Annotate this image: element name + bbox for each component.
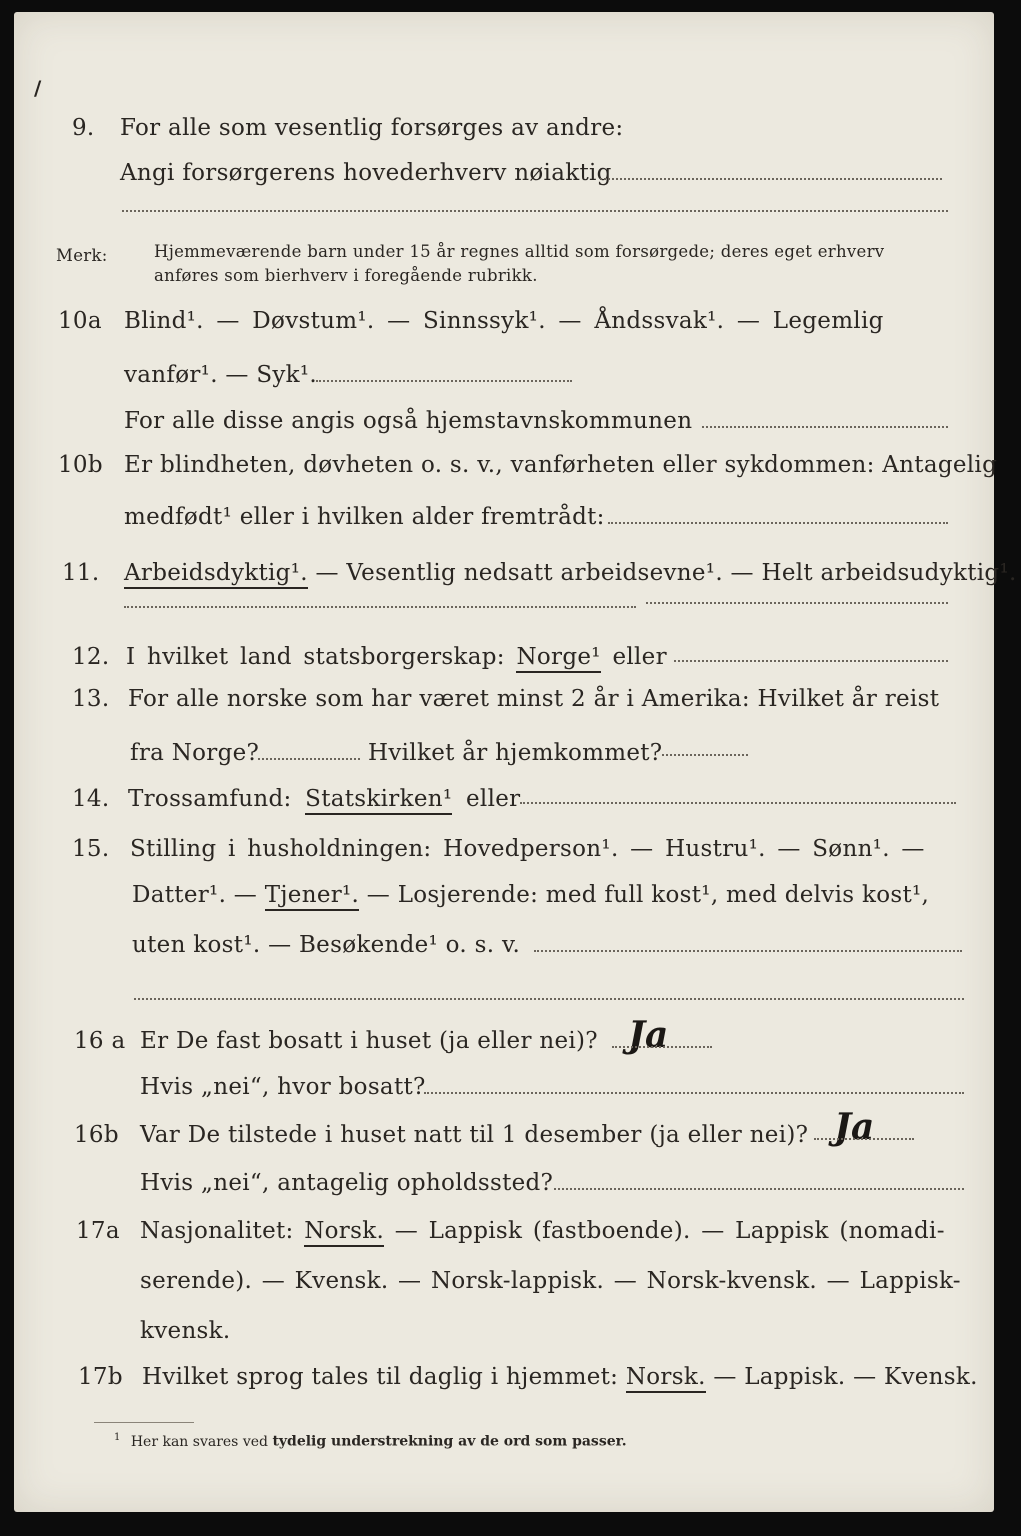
- answer-field-dotted[interactable]: [134, 998, 964, 1000]
- answer-field-dotted[interactable]: [646, 602, 948, 604]
- answer-field-dotted[interactable]: [814, 1138, 914, 1140]
- question-number: 14.: [72, 786, 110, 812]
- answer-field-dotted[interactable]: [124, 606, 636, 608]
- answer-field-dotted[interactable]: [662, 754, 748, 756]
- question-text: Stilling i husholdningen: Hovedperson¹. — Hustru¹. — Sønn¹. —: [130, 836, 925, 862]
- question-9: [14, 115, 994, 155]
- question-text: serende). — Kvensk. — Norsk-lappisk. — Norsk-kvensk. — Lappisk-: [140, 1268, 961, 1294]
- selected-option[interactable]: Norsk.: [626, 1364, 706, 1393]
- question-15-line-2: [14, 882, 994, 922]
- selected-option[interactable]: Tjener¹.: [265, 882, 359, 911]
- question-text: eller: [612, 644, 667, 670]
- question-text: Er blindheten, døvheten o. s. v., vanførheten eller sykdommen: Antagelig: [124, 452, 998, 478]
- question-text: Hvilket sprog tales til daglig i hjemmet:: [142, 1364, 619, 1390]
- question-number: 15.: [72, 836, 110, 862]
- question-text: fra Norge?: [130, 740, 260, 766]
- pencil-mark: /: [34, 76, 42, 100]
- question-text: Var De tilstede i huset natt til 1 desember (ja eller nei)?: [140, 1122, 809, 1148]
- question-text: Er De fast bosatt i huset (ja eller nei)?: [140, 1028, 598, 1054]
- question-text-line: [128, 786, 520, 812]
- question-text: Hvis „nei“, hvor bosatt?: [140, 1074, 426, 1100]
- footnote-divider: [94, 1422, 194, 1423]
- question-text: — Vesentlig nedsatt arbeidsevne¹. — Helt arbeidsudyktig¹.: [315, 560, 1017, 586]
- question-10a-line-3: [14, 408, 994, 448]
- question-17a: [14, 1218, 994, 1258]
- question-text-line: [140, 1218, 945, 1244]
- question-text: — Lappisk (fastboende). — Lappisk (nomadi-: [394, 1218, 945, 1244]
- answer-field-dotted[interactable]: [534, 950, 962, 952]
- selected-option[interactable]: Statskirken¹: [305, 786, 452, 815]
- footnote-text: Her kan svares ved: [130, 1433, 268, 1450]
- answer-field-dotted[interactable]: [600, 178, 942, 180]
- question-14: [14, 786, 994, 826]
- question-text: medfødt¹ eller i hvilken alder fremtrådt:: [124, 504, 605, 530]
- question-text: Nasjonalitet:: [140, 1218, 294, 1244]
- question-number: 17b: [78, 1364, 123, 1390]
- question-number: 17a: [76, 1218, 120, 1244]
- question-text: kvensk.: [140, 1318, 231, 1344]
- answer-field-dotted[interactable]: [554, 1188, 964, 1190]
- question-15-line-3: [14, 932, 994, 972]
- question-text-line: [142, 1364, 978, 1390]
- question-number: 11.: [62, 560, 100, 586]
- question-number: 16b: [74, 1122, 119, 1148]
- question-9-line-2: [14, 160, 994, 200]
- note-text: Hjemmeværende barn under 15 år regnes alltid som forsørgede; deres eget erhverv: [154, 242, 885, 261]
- selected-option[interactable]: Arbeidsdyktig¹.: [124, 560, 308, 589]
- question-text: Angi forsørgerens hovederhverv nøiaktig: [120, 160, 612, 186]
- question-10b-line-2: [14, 504, 994, 544]
- handwritten-answer: Ja: [628, 1014, 669, 1056]
- handwritten-answer: Ja: [834, 1106, 875, 1148]
- question-13: [14, 686, 994, 726]
- answer-field-dotted[interactable]: [424, 1092, 964, 1094]
- question-17a-line-2: [14, 1268, 994, 1308]
- question-number: 12.: [72, 644, 110, 670]
- question-12: [14, 644, 994, 684]
- question-text-line: [124, 560, 1017, 586]
- question-text: For alle disse angis også hjemstavnskommunen: [124, 408, 693, 434]
- question-15: [14, 836, 994, 876]
- answer-field-dotted[interactable]: [674, 660, 948, 662]
- answer-field-dotted[interactable]: [316, 380, 572, 382]
- question-10a-line-2: [14, 362, 994, 402]
- question-17a-line-3: [14, 1318, 994, 1358]
- question-text: Trossamfund:: [128, 786, 292, 812]
- question-text: Blind¹. — Døvstum¹. — Sinnssyk¹. — Åndssvak¹. — Legemlig: [124, 308, 884, 334]
- answer-field-dotted[interactable]: [122, 210, 948, 212]
- question-text: I hvilket land statsborgerskap:: [126, 644, 505, 670]
- question-text: For alle norske som har været minst 2 år i Amerika: Hvilket år reist: [128, 686, 940, 712]
- answer-field-dotted[interactable]: [258, 758, 360, 760]
- question-text: Hvis „nei“, antagelig opholdssted?: [140, 1170, 554, 1196]
- answer-field-dotted[interactable]: [520, 802, 956, 804]
- question-text: — Losjerende: med full kost¹, med delvis kost¹,: [366, 882, 930, 908]
- note-label: Merk:: [56, 246, 108, 265]
- question-number: 16 a: [74, 1028, 126, 1054]
- question-13-line-2: [14, 740, 994, 780]
- note-text: anføres som bierhverv i foregående rubrikk.: [154, 266, 538, 285]
- question-text-line: [132, 882, 929, 908]
- question-17b: [14, 1364, 994, 1404]
- question-16a: [14, 1028, 994, 1068]
- question-16b-line-2: [14, 1170, 994, 1210]
- question-text: uten kost¹. — Besøkende¹ o. s. v.: [132, 932, 521, 958]
- question-number: 10b: [58, 452, 103, 478]
- footnote-text-bold: tydelig understrekning av de ord som passer.: [272, 1433, 627, 1450]
- answer-field-dotted[interactable]: [702, 426, 948, 428]
- selected-option[interactable]: Norge¹: [516, 644, 600, 673]
- question-number: 13.: [72, 686, 110, 712]
- selected-option[interactable]: Norsk.: [304, 1218, 384, 1247]
- question-10b: [14, 452, 998, 492]
- answer-field-dotted[interactable]: [608, 522, 948, 524]
- footnote-marker: 1: [114, 1432, 121, 1443]
- question-text: Hvilket år hjemkommet?: [368, 740, 663, 766]
- note-merk-line-2: [14, 266, 994, 306]
- question-text: Datter¹. —: [132, 882, 258, 908]
- question-11: [14, 560, 1017, 600]
- footnote: [114, 1432, 627, 1450]
- question-text: For alle som vesentlig forsørges av andre:: [120, 115, 624, 141]
- question-number: 10a: [58, 308, 102, 334]
- question-number: 9.: [72, 115, 95, 141]
- question-text-line: [126, 644, 667, 670]
- question-text: eller: [466, 786, 521, 812]
- question-10a: [14, 308, 994, 348]
- census-form-page: [14, 12, 1017, 1512]
- question-text: — Lappisk. — Kvensk.: [713, 1364, 978, 1390]
- answer-field-dotted[interactable]: [612, 1046, 712, 1048]
- question-text: vanfør¹. — Syk¹.: [124, 362, 318, 388]
